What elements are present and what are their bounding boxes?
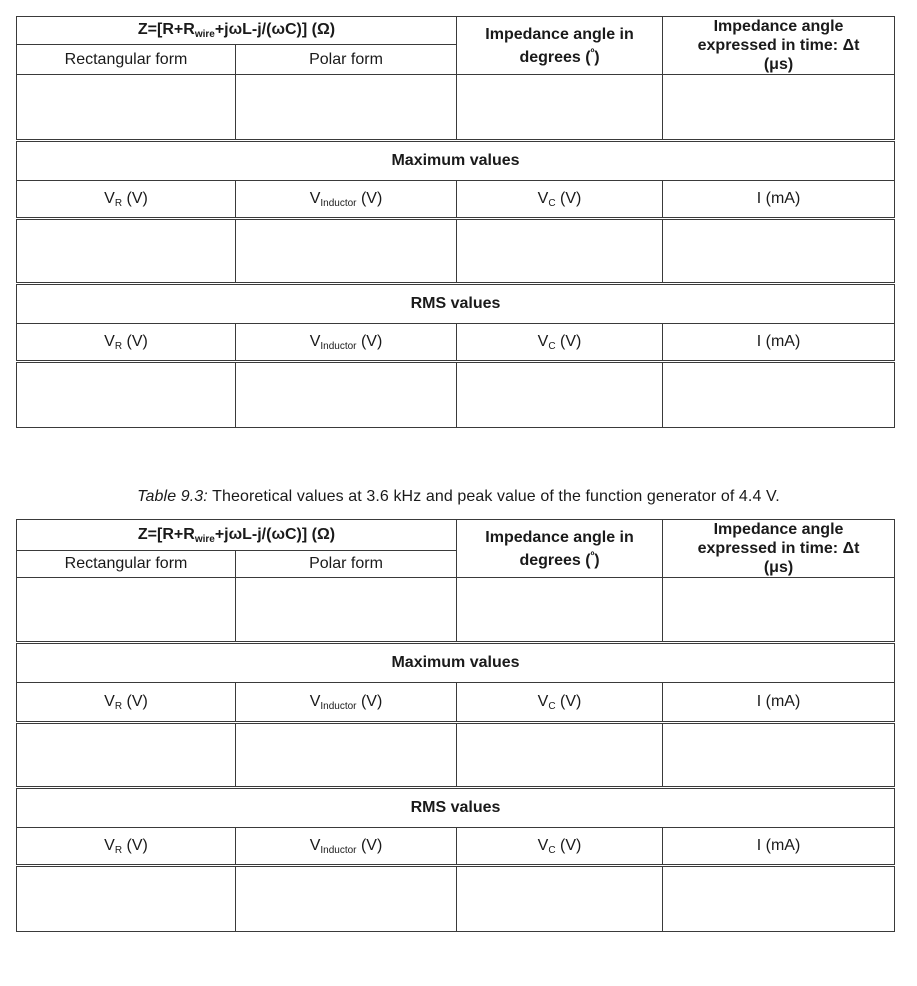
impedance-angle-time-header: Impedance angle expressed in time: Δt (μs): [663, 17, 895, 75]
vr-header: $V_R$ (V): [17, 828, 236, 866]
rms-values-header: RMS values: [17, 284, 895, 324]
vc-header: $V_C$ (V): [457, 828, 663, 866]
current-header: I (mA): [663, 828, 895, 866]
maximum-values-header: Maximum values: [17, 141, 895, 181]
current-header: I (mA): [663, 324, 895, 362]
input-cell-max-i[interactable]: [663, 219, 895, 284]
input-cell-angle-time[interactable]: [663, 578, 895, 643]
vr-header: $V_R$ (V): [17, 683, 236, 723]
input-cell-rms-vc[interactable]: [457, 866, 663, 932]
input-cell-polar[interactable]: [236, 75, 457, 141]
impedance-angle-time-header: Impedance angle expressed in time: Δt (μs): [663, 520, 895, 578]
input-cell-rms-vr[interactable]: [17, 866, 236, 932]
input-cell-rectangular[interactable]: [17, 75, 236, 141]
table-caption: [0, 488, 917, 506]
input-cell-angle-deg[interactable]: [457, 578, 663, 643]
vinductor-header: $V_{Inductor}$ (V): [236, 181, 457, 219]
measurement-table-1: [16, 16, 895, 428]
impedance-header: $Z=[R+R_{wire}+j\omega L-j/(\omega C)]$ (Ω): [17, 17, 457, 45]
input-cell-max-i[interactable]: [663, 723, 895, 788]
current-header: I (mA): [663, 181, 895, 219]
input-cell-max-vinductor[interactable]: [236, 723, 457, 788]
polar-form-header: Polar form: [236, 551, 457, 578]
input-cell-rms-vr[interactable]: [17, 362, 236, 428]
input-cell-max-vr[interactable]: [17, 723, 236, 788]
input-cell-rms-vc[interactable]: [457, 362, 663, 428]
caption-label: Table 9.3:: [137, 488, 208, 505]
current-header: I (mA): [663, 683, 895, 723]
input-cell-polar[interactable]: [236, 578, 457, 643]
vc-header: $V_C$ (V): [457, 683, 663, 723]
polar-form-header: Polar form: [236, 45, 457, 75]
rectangular-form-header: Rectangular form: [17, 551, 236, 578]
vr-header: $V_R$ (V): [17, 181, 236, 219]
input-cell-rms-i[interactable]: [663, 866, 895, 932]
input-cell-angle-time[interactable]: [663, 75, 895, 141]
input-cell-max-vc[interactable]: [457, 219, 663, 284]
input-cell-rms-i[interactable]: [663, 362, 895, 428]
rms-values-header: RMS values: [17, 788, 895, 828]
input-cell-rms-vinductor[interactable]: [236, 866, 457, 932]
impedance-header: $Z=[R+R_{wire}+j\omega L-j/(\omega C)]$ (Ω): [17, 520, 457, 551]
input-cell-rms-vinductor[interactable]: [236, 362, 457, 428]
vinductor-header: $V_{Inductor}$ (V): [236, 828, 457, 866]
caption-text: Theoretical values at 3.6 kHz and peak value of the function generator of 4.4 V.: [207, 488, 780, 505]
vinductor-header: $V_{Inductor}$ (V): [236, 683, 457, 723]
vinductor-header: $V_{Inductor}$ (V): [236, 324, 457, 362]
input-cell-rectangular[interactable]: [17, 578, 236, 643]
vr-header: $V_R$ (V): [17, 324, 236, 362]
vc-header: $V_C$ (V): [457, 181, 663, 219]
impedance-angle-degrees-header: Impedance angle in degrees ($^º$): [457, 520, 663, 578]
input-cell-max-vinductor[interactable]: [236, 219, 457, 284]
vc-header: $V_C$ (V): [457, 324, 663, 362]
rectangular-form-header: Rectangular form: [17, 45, 236, 75]
impedance-angle-degrees-header: Impedance angle in degrees ($^º$): [457, 17, 663, 75]
maximum-values-header: Maximum values: [17, 643, 895, 683]
input-cell-max-vc[interactable]: [457, 723, 663, 788]
measurement-table-2: [16, 519, 895, 932]
input-cell-angle-deg[interactable]: [457, 75, 663, 141]
input-cell-max-vr[interactable]: [17, 219, 236, 284]
